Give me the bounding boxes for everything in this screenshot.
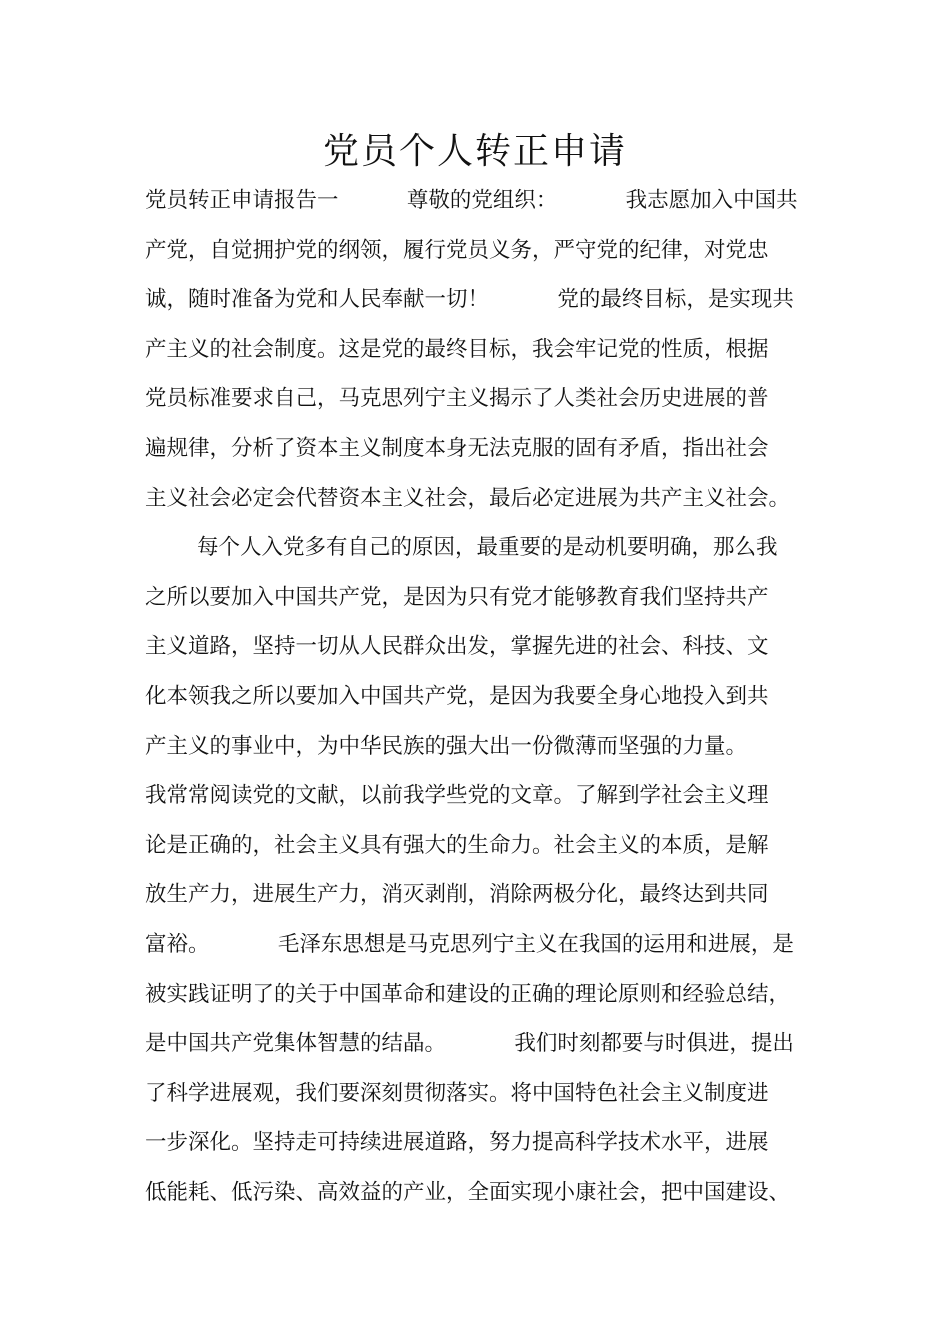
body-line: 产主义的社会制度。这是党的最终目标，我会牢记党的性质，根据 bbox=[145, 336, 769, 362]
body-line: 放生产力，进展生产力，消灭剥削，消除两极分化，最终达到共同 bbox=[145, 882, 769, 908]
body-line: 化本领我之所以要加入中国共产党，是因为我要全身心地投入到共 bbox=[145, 683, 769, 709]
body-line: 了科学进展观，我们要深刻贯彻落实。将中国特色社会主义制度进 bbox=[145, 1080, 769, 1106]
body-line: 党员转正申请报告一 尊敬的党组织： 我志愿加入中国共 bbox=[145, 188, 798, 213]
body-line: 是中国共产党集体智慧的结晶。 我们时刻都要与时俱进，提出 bbox=[145, 1031, 794, 1057]
body-line: 产主义的事业中，为中华民族的强大出一份微薄而坚强的力量。 bbox=[145, 733, 748, 759]
body-line: 之所以要加入中国共产党，是因为只有党才能够教育我们坚持共产 bbox=[145, 584, 769, 610]
body-line: 被实践证明了的关于中国革命和建设的正确的理论原则和经验总结， bbox=[145, 981, 791, 1007]
body-line: 产党，自觉拥护党的纲领，履行党员义务，严守党的纪律，对党忠 bbox=[145, 237, 769, 263]
body-line: 主义道路，坚持一切从人民群众出发，掌握先进的社会、科技、文 bbox=[145, 634, 769, 660]
body-line-paragraph-start: 每个人入党多有自己的原因，最重要的是动机要明确，那么我 bbox=[197, 535, 778, 561]
body-line: 论是正确的，社会主义具有强大的生命力。社会主义的本质，是解 bbox=[145, 832, 769, 858]
document-body bbox=[145, 176, 835, 1217]
body-line: 富裕。 毛泽东思想是马克思列宁主义在我国的运用和进展，是 bbox=[145, 931, 794, 957]
body-line: 低能耗、低污染、高效益的产业，全面实现小康社会，把中国建设、 bbox=[145, 1179, 791, 1205]
document-title: 党员个人转正申请 bbox=[322, 131, 627, 172]
body-line: 我常常阅读党的文献，以前我学些党的文章。了解到学社会主义理 bbox=[145, 783, 769, 809]
body-line: 主义社会必定会代替资本主义社会，最后必定进展为共产主义社会。 bbox=[145, 485, 791, 511]
body-line: 遍规律，分析了资本主义制度本身无法克服的固有矛盾，指出社会 bbox=[145, 435, 769, 461]
body-line: 党员标准要求自己，马克思列宁主义揭示了人类社会历史进展的普 bbox=[145, 386, 769, 412]
body-line: 诚，随时准备为党和人民奉献一切！ 党的最终目标，是实现共 bbox=[145, 287, 794, 313]
body-line: 一步深化。坚持走可持续进展道路，努力提高科学技术水平，进展 bbox=[145, 1130, 769, 1156]
